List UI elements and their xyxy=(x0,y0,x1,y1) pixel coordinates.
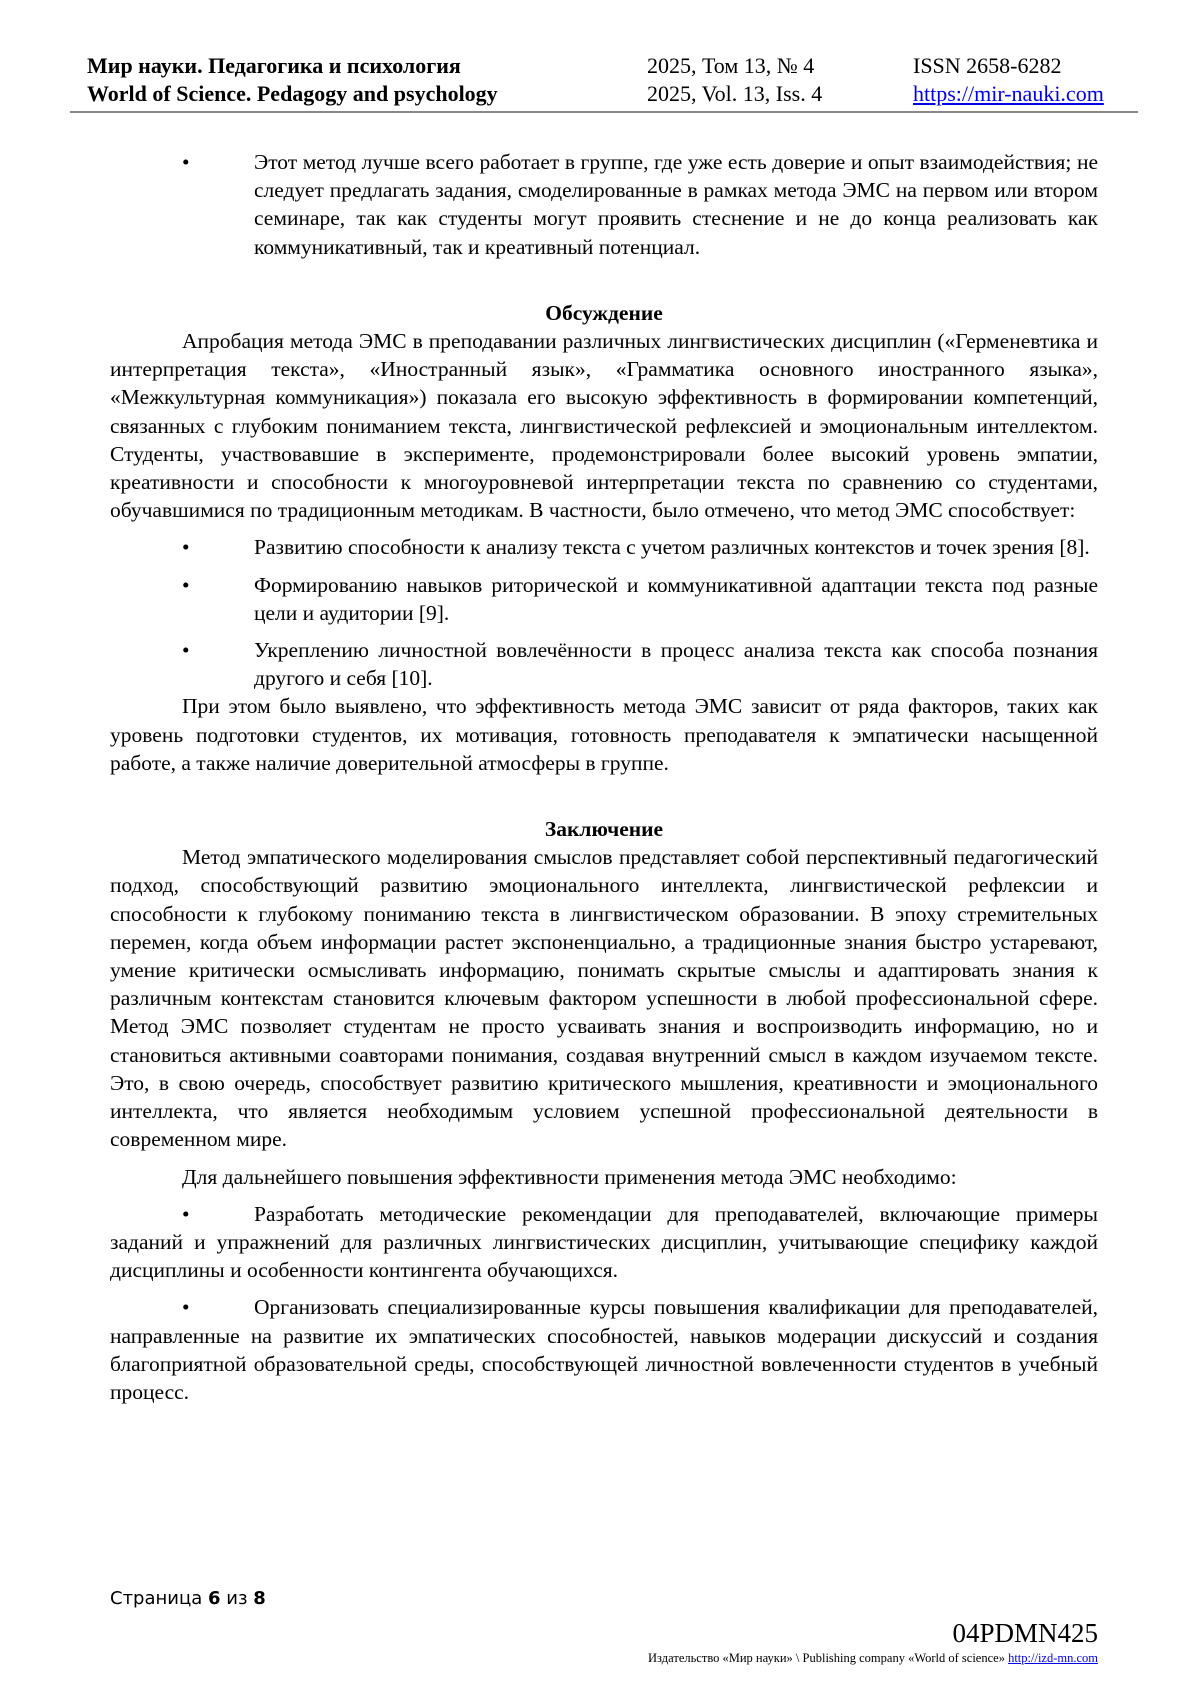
publisher-name: Издательство «Мир науки» \ Publishing company «World of science» xyxy=(648,1651,1005,1665)
section-heading-discussion: Обсуждение xyxy=(545,300,663,325)
list-item-text: Разработать методические рекомендации для преподавателей, включающие примеры заданий и упражнений для различных лингвистических дисциплин, учитывающие специфику каждой дисциплины и особенности контингента обучающихся. xyxy=(110,1201,1098,1283)
publisher-line xyxy=(648,1651,1098,1666)
journal-title-en: World of Science. Pedagogy and psychology xyxy=(87,81,498,106)
bullet-icon: • xyxy=(182,638,190,663)
bullet-icon: • xyxy=(182,1295,190,1320)
page-body xyxy=(110,148,1098,1406)
list-item-text: Этот метод лучше всего работает в группе, где уже есть доверие и опыт взаимодействия; не следует предлагать задания, смоделированные в рамках метода ЭМС на первом или втором семинаре, так как студенты могут проявить стеснение и не до конца реализовать как коммуникативный, так и креативный потенциал. xyxy=(254,150,1098,259)
list-item xyxy=(110,1200,1098,1285)
paragraph: Для дальнейшего повышения эффективности применения метода ЭМС необходимо: xyxy=(182,1164,957,1189)
paragraph: Метод эмпатического моделирования смыслов представляет собой перспективный педагогический подход, способствующий развитию эмоционального интеллекта, лингвистической рефлексии и способности к глубокому пониманию текста в лингвистическом образовании. В эпоху стремительных перемен, когда объем информации растет экспоненциально, а традиционные знания быстро устаревают, умение критически осмысливать информацию, понимать скрытые смыслы и адаптировать знания к различным контекстам становится ключевым фактором успешности в любой профессиональной сфере. Метод ЭМС позволяет студентам не просто усваивать знания и воспроизводить информацию, но и становиться активными соавторами понимания, создавая внутренний смысл в каждом изучаемом тексте. Это, в свою очередь, способствует развитию критического мышления, креативности и эмоционального интеллекта, что является необходимым условием успешной профессиональной деятельности в современном мире. xyxy=(110,845,1098,1152)
list-item-text: Организовать специализированные курсы повышения квалификации для преподавателей, направленные на развитие их эмпатических способностей, навыков модерации дискуссий и создания благоприятной образовательной среды, способствующей личностной вовлеченности студентов в учебный процесс. xyxy=(110,1295,1098,1404)
bullet-icon: • xyxy=(182,572,190,597)
page-number xyxy=(110,1588,266,1609)
list-item xyxy=(110,148,1098,261)
issue-ru: 2025, Том 13, № 4 xyxy=(647,53,815,78)
running-header xyxy=(87,52,1137,108)
article-code: 04PDMN425 xyxy=(952,1618,1098,1648)
header-divider xyxy=(70,111,1138,113)
issue-en: 2025, Vol. 13, Iss. 4 xyxy=(647,81,823,106)
list-item xyxy=(110,636,1098,692)
list-item xyxy=(110,571,1098,627)
issn: ISSN 2658-6282 xyxy=(913,53,1062,78)
journal-title-ru: Мир науки. Педагогика и психология xyxy=(87,53,461,78)
list-item-text: Укреплению личностной вовлечённости в процесс анализа текста как способа познания другого и себя [10]. xyxy=(254,638,1098,691)
publisher-link[interactable]: http://izd-mn.com xyxy=(1008,1651,1098,1665)
bullet-icon: • xyxy=(182,1201,190,1226)
paragraph: При этом было выявлено, что эффективность метода ЭМС зависит от ряда факторов, таких как уровень подготовки студентов, их мотивация, готовность преподавателя к эмпатически насыщенной работе, а также наличие доверительной атмосферы в группе. xyxy=(110,694,1098,775)
list-item-text: Развитию способности к анализу текста с учетом различных контекстов и точек зрения [8]. xyxy=(254,535,1090,560)
page-of: из xyxy=(226,1588,248,1609)
current-page: 6 xyxy=(208,1588,221,1609)
bullet-icon: • xyxy=(182,150,190,174)
section-heading-conclusion: Заключение xyxy=(544,817,664,842)
paragraph: Апробация метода ЭМС в преподавании различных лингвистических дисциплин («Герменевтика и интерпретация текста», «Иностранный язык», «Грамматика основного иностранного языка», «Межкультурная коммуникация») показала его высокую эффективность в формировании компетенций, связанных с глубоким пониманием текста, лингвистической рефлексией и эмоциональным интеллектом. Студенты, участвовавшие в эксперименте, продемонстрировали более высокий уровень эмпатии, креативности и способности к многоуровневой интерпретации текста по сравнению со студентами, обучавшимися по традиционным методикам. В частности, было отмечено, что метод ЭМС способствует: xyxy=(110,329,1098,523)
total-pages: 8 xyxy=(253,1588,266,1609)
list-item-text: Формированию навыков риторической и коммуникативной адаптации текста под разные цели и аудитории [9]. xyxy=(254,572,1098,625)
journal-link[interactable]: https://mir-nauki.com xyxy=(913,81,1104,106)
page-label: Страница xyxy=(110,1588,203,1609)
bullet-icon: • xyxy=(182,535,190,560)
list-item xyxy=(110,533,1098,561)
list-item xyxy=(110,1293,1098,1406)
